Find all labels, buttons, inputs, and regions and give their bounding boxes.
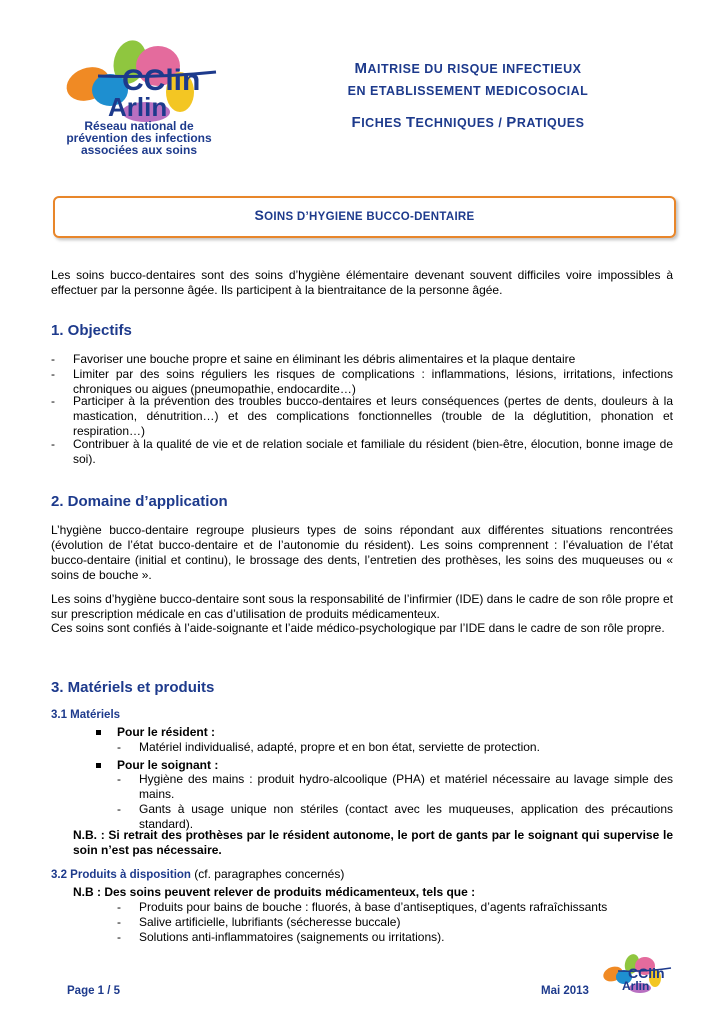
logo-caption-line: associées aux soins [80, 143, 198, 157]
section2-paragraph: Les soins d’hygiène bucco-dentaire sont sous la responsabilité de l’infirmier (IDE) dans le cadre de son rôle propre et sur prescription médicale en cas d’utilisation de produits médicamenteux. [51, 592, 673, 621]
subsection-3-2-title: 3.2 Produits à disposition [51, 869, 191, 881]
logo-small-text-cclin: CClin [628, 965, 665, 981]
subsection-3-1-heading: 3.1 Matériels [51, 709, 121, 721]
group-label-resident: Pour le résident : [117, 725, 216, 739]
header-title-line1 [318, 60, 618, 78]
logo-caption [64, 120, 214, 156]
logo-text-cclin: CClin [122, 64, 201, 97]
product-item: Produits pour bains de bouche : fluorés, à base d’antiseptiques, d’agents rafraîchissants [139, 900, 608, 914]
square-bullet [96, 763, 101, 768]
footer-date: Mai 2013 [541, 985, 589, 997]
dash-bullet: - [117, 915, 121, 929]
document-title-rest: OINS D’HYGIENE BUCCO-DENTAIRE [264, 211, 475, 223]
dash-bullet: - [51, 394, 55, 408]
dash-bullet: - [51, 437, 55, 451]
section3-heading: 3. Matériels et produits [51, 679, 215, 696]
header-title-rest: AITRISE DU RISQUE INFECTIEUX [367, 62, 582, 76]
header-title3-text: ICHES [361, 116, 406, 130]
dash-bullet: - [117, 900, 121, 914]
material-item: Hygiène des mains : produit hydro-alcoolique (PHA) et matériel nécessaire au lavage simple des mains. [139, 772, 673, 801]
logo-caption-line: Réseau national de [84, 119, 194, 133]
square-bullet [96, 730, 101, 735]
dash-bullet: - [51, 352, 55, 366]
document-title-cap: S [254, 207, 265, 223]
dash-bullet: - [117, 802, 121, 816]
subsection-3-2-heading [51, 867, 344, 881]
objective-item: Favoriser une bouche propre et saine en éliminant les débris alimentaires et la plaque dentaire [73, 352, 576, 366]
logo-caption-line: prévention des infections [66, 131, 212, 145]
materials-note: N.B. : Si retrait des prothèses par le résident autonome, le port de gants par le soignant qui supervise le soin n’est pas nécessaire. [73, 828, 673, 857]
intro-paragraph: Les soins bucco-dentaires sont des soins d’hygiène élémentaire devenant souvent difficiles voire impossibles à effectuer par la personne âgée. Ils participent à la bientraitance de la personne âgée. [51, 268, 673, 297]
section2-heading: 2. Domaine d’application [51, 493, 228, 510]
objective-item: Contribuer à la qualité de vie et de relation sociale et familiale du résident (bien-être, élocution, bonne image de soi). [73, 437, 673, 466]
logo-small-text-arlin: Arlin [622, 979, 650, 993]
dash-bullet: - [117, 930, 121, 944]
product-item: Solutions anti-inflammatoires (saignements ou irritations). [139, 930, 445, 944]
header-title-cap: M [354, 60, 368, 77]
header-title3-cap: F [351, 114, 362, 131]
logo-text-arlin: Arlin [108, 92, 168, 122]
document-title [53, 207, 676, 225]
product-item: Salive artificielle, lubrifiants (sécheresse buccale) [139, 915, 401, 929]
objective-item: Participer à la prévention des troubles bucco-dentaires et leurs conséquences (pertes de dents, douleurs à la mastication, dénutrition…) et des complications fonctionnelles (trouble de la déglutition, phonation et respiration…) [73, 394, 673, 438]
header-title3-cap: T [405, 114, 416, 131]
products-note: N.B : Des soins peuvent relever de produits médicamenteux, tels que : [73, 885, 476, 899]
dash-bullet: - [51, 367, 55, 381]
material-item: Gants à usage unique non stériles (contact avec les muqueuses, application des précautions standard). [139, 802, 673, 831]
header-title-line3 [318, 114, 618, 132]
header-title3-text: RATIQUES [516, 116, 585, 130]
group-label-soignant: Pour le soignant : [117, 758, 219, 772]
header-title-line2-text: EN ETABLISSEMENT MEDICOSOCIAL [347, 84, 589, 98]
dash-bullet: - [117, 740, 121, 754]
section2-paragraph: Ces soins sont confiés à l’aide-soignante et l’aide médico-psychologique par l’IDE dans le cadre de son rôle propre. [51, 621, 665, 635]
section2-paragraph: L’hygiène bucco-dentaire regroupe plusieurs types de soins répondant aux différentes situations rencontrées (évolution de l’état bucco-dentaire et de l’autonomie du résident). Les soins comprennent : l’évaluation de l’état bucco-dentaire (initial et continu), le brossage des dents, l’entretien des prothèses, les soins des muqueuses ou « soins de bouche ». [51, 523, 673, 582]
objective-item: Limiter par des soins réguliers les risques de complications : inflammations, lésions, irritations, infections chroniques ou aigues (pneumopathie, endocardite…) [73, 367, 673, 396]
header-title-line2 [318, 82, 618, 100]
cclin-arlin-logo-small [600, 952, 672, 1000]
subsection-3-2-suffix: (cf. paragraphes concernés) [190, 867, 345, 881]
page-number: Page 1 / 5 [67, 985, 121, 997]
dash-bullet: - [117, 772, 121, 786]
material-item: Matériel individualisé, adapté, propre et en bon état, serviette de protection. [139, 740, 540, 754]
section1-heading: 1. Objectifs [51, 322, 132, 339]
header-title3-text: ECHNIQUES / [415, 116, 507, 130]
header-title3-cap: P [506, 114, 517, 131]
